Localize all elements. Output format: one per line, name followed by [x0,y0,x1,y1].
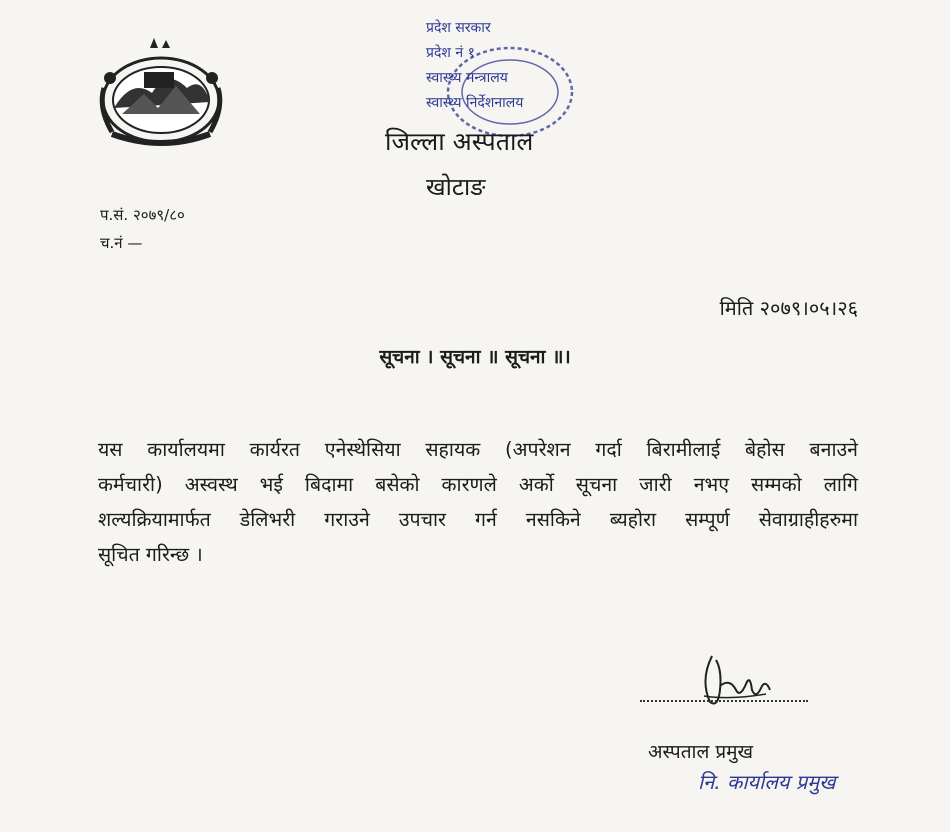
signature-line [640,700,808,702]
body-line: शल्यक्रियामार्फत डेलिभरी गराउने उपचार गर्न नसकिने ब्यहोरा सम्पूर्ण सेवाग्राहीहरुमा [98,508,858,531]
notice-date: मिति २०७९।०५।२६ [719,296,858,320]
header-line-2: प्रदेश नं १ [426,45,475,61]
signatory-title: अस्पताल प्रमुख [648,741,754,763]
body-line: कर्मचारी) अस्वस्थ भई बिदामा बसेको कारणले अर्को सूचना जारी नभए सम्मको लागि [98,473,858,496]
nepal-government-emblem [92,38,230,150]
patra-sankhya: प.सं. २०७९/८० [100,206,185,224]
body-line: सूचित गरिन्छ । [98,543,203,566]
body-line: यस कार्यालयमा कार्यरत एनेस्थेसिया सहायक (अपरेशन गर्दा बिरामीलाई बेहोस बनाउने [98,438,858,461]
chalani-number: च.नं — [100,234,143,252]
officer-stamp: नि. कार्यालय प्रमुख [698,770,836,794]
hospital-name: जिल्ला अस्पताल [385,127,534,156]
header-line-1: प्रदेश सरकार [426,20,491,36]
notice-body [98,432,858,572]
notice-heading: सूचना । सूचना ॥ सूचना ॥। [379,346,571,368]
district-name: खोटाङ [426,173,486,201]
header-line-3: स्वास्थ्य मन्त्रालय [426,70,508,86]
header-line-4: स्वास्थ्य निर्देशनालय [426,95,524,111]
